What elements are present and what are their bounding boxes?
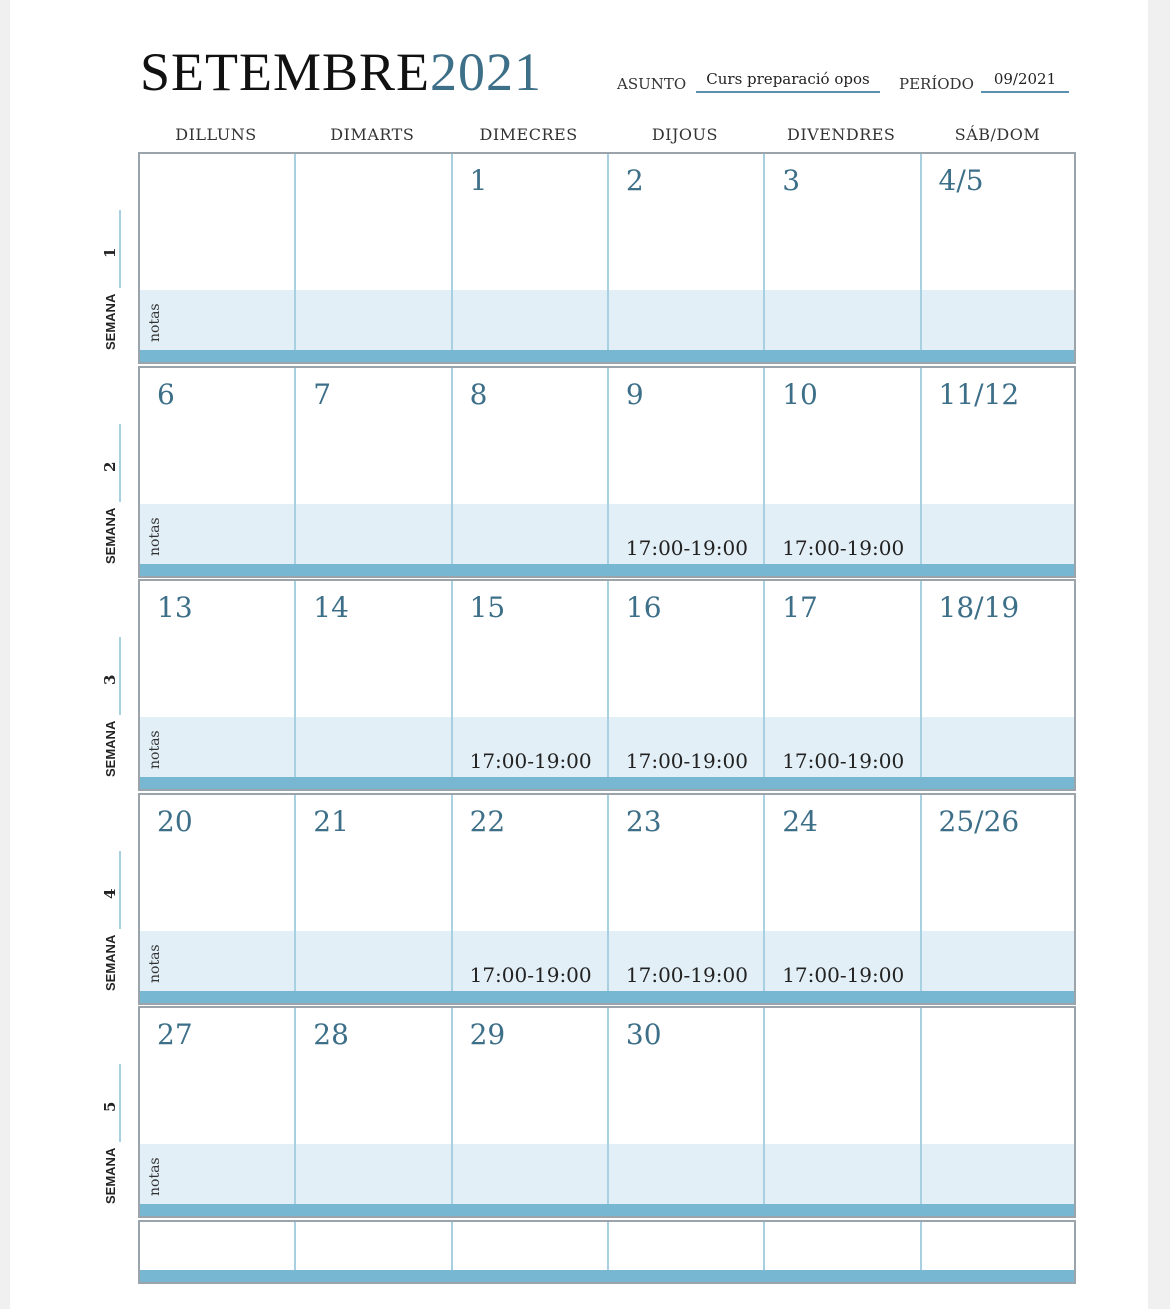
day-cell[interactable]: [765, 368, 921, 564]
day-number: 6: [157, 378, 175, 411]
time-slot: 17:00-19:00: [782, 963, 905, 987]
week-side-line: [119, 1064, 121, 1142]
week-side-line: [119, 637, 121, 715]
day-number: 21: [313, 805, 349, 838]
day-cell[interactable]: [296, 368, 452, 564]
week-number: 4: [101, 888, 119, 899]
week-number: 3: [101, 674, 119, 685]
week-row: [138, 1006, 1076, 1218]
day-number: 13: [157, 591, 193, 624]
column-divider: [763, 1222, 765, 1270]
day-cell[interactable]: [922, 154, 1078, 350]
time-slot: 17:00-19:00: [625, 963, 748, 987]
week-bottom-bar: [140, 1270, 1074, 1282]
day-number: 17: [782, 591, 818, 624]
subject-label: ASUNTO: [617, 75, 687, 93]
week-row: [138, 793, 1076, 1005]
day-cell[interactable]: [922, 368, 1078, 564]
weekday-header: DIVENDRES: [786, 125, 896, 144]
day-number: 23: [625, 805, 662, 838]
day-cell[interactable]: [453, 1008, 609, 1204]
notes-label: notas: [147, 303, 163, 342]
weekday-header: DIMECRES: [479, 125, 578, 144]
time-slot: 17:00-19:00: [625, 749, 748, 773]
day-cell[interactable]: [296, 154, 452, 350]
week-label: SEMANA: [103, 293, 118, 350]
period-field[interactable]: 09/2021: [981, 70, 1069, 93]
day-cell[interactable]: [765, 581, 921, 777]
day-number: 14: [313, 591, 349, 624]
day-cell[interactable]: [765, 154, 921, 350]
notes-label: notas: [147, 944, 163, 983]
day-number: 1: [469, 164, 488, 197]
time-slot: 17:00-19:00: [782, 749, 905, 773]
day-cell[interactable]: [765, 795, 921, 991]
day-number: 27: [157, 1018, 193, 1051]
column-divider: [920, 1222, 922, 1270]
week-bottom-bar: [140, 991, 1074, 1003]
week-row: [138, 579, 1076, 791]
time-slot: 17:00-19:00: [469, 963, 592, 987]
time-slot: 17:00-19:00: [625, 536, 748, 560]
subject-field[interactable]: Curs preparació opos: [696, 70, 880, 93]
day-number: 28: [313, 1018, 349, 1051]
week-bottom-bar: [140, 777, 1074, 789]
title-year: 2021: [430, 42, 543, 102]
day-cell[interactable]: [765, 1008, 921, 1204]
day-cell[interactable]: [140, 368, 296, 564]
week-side-line: [119, 851, 121, 929]
week-side-line: [119, 210, 121, 288]
day-cell[interactable]: [453, 795, 609, 991]
day-cell[interactable]: [453, 154, 609, 350]
day-number: 2: [625, 164, 644, 197]
day-cell[interactable]: [609, 368, 765, 564]
notes-label: notas: [147, 1157, 163, 1196]
week-label: SEMANA: [103, 720, 118, 777]
day-number: 20: [157, 805, 193, 838]
day-number: 3: [782, 164, 801, 197]
week-label: SEMANA: [103, 1147, 118, 1204]
week-label: SEMANA: [103, 507, 118, 564]
day-number: 8: [469, 378, 488, 411]
day-cell[interactable]: [609, 154, 765, 350]
day-number: 9: [625, 378, 644, 411]
day-cell[interactable]: [140, 581, 296, 777]
day-cell[interactable]: [922, 1008, 1078, 1204]
day-cell[interactable]: [922, 581, 1078, 777]
day-cell[interactable]: [609, 795, 765, 991]
time-slot: 17:00-19:00: [782, 536, 905, 560]
day-number: 16: [625, 591, 662, 624]
page-title: [140, 40, 542, 104]
time-slot: 17:00-19:00: [469, 749, 592, 773]
week-bottom-bar: [140, 350, 1074, 362]
week-number: 1: [101, 247, 119, 258]
day-number: 24: [782, 805, 818, 838]
week-bottom-bar: [140, 564, 1074, 576]
week-bottom-bar: [140, 1204, 1074, 1216]
day-cell[interactable]: [296, 1008, 452, 1204]
notes-label: notas: [147, 517, 163, 556]
day-cell[interactable]: [609, 581, 765, 777]
notes-label: notas: [147, 730, 163, 769]
day-number: 7: [313, 378, 332, 411]
column-divider: [607, 1222, 609, 1270]
title-month: SETEMBRE: [140, 42, 431, 102]
weekday-header: DIJOUS: [651, 125, 718, 144]
week-side-line: [119, 424, 121, 502]
day-number: 4/5: [938, 164, 984, 197]
column-divider: [294, 1222, 296, 1270]
day-number: 22: [469, 805, 506, 838]
column-divider: [451, 1222, 453, 1270]
day-cell[interactable]: [453, 368, 609, 564]
day-number: 30: [625, 1018, 662, 1051]
extra-week-row: [138, 1220, 1076, 1284]
week-number: 2: [101, 461, 119, 472]
day-number: 18/19: [938, 591, 1020, 624]
day-cell[interactable]: [296, 795, 452, 991]
day-cell[interactable]: [140, 1008, 296, 1204]
day-number: 15: [469, 591, 506, 624]
day-number: 29: [469, 1018, 506, 1051]
day-cell[interactable]: [453, 581, 609, 777]
day-cell[interactable]: [296, 581, 452, 777]
day-number: 11/12: [938, 378, 1020, 411]
week-label: SEMANA: [103, 934, 118, 991]
week-number: 5: [101, 1101, 119, 1112]
day-cell[interactable]: [140, 795, 296, 991]
day-cell[interactable]: [922, 795, 1078, 991]
weekday-header: DIMARTS: [330, 125, 415, 144]
day-number: 25/26: [938, 805, 1020, 838]
day-cell[interactable]: [609, 1008, 765, 1204]
day-number: 10: [782, 378, 818, 411]
week-row: [138, 366, 1076, 578]
day-cell[interactable]: [140, 154, 296, 350]
weekday-header: SÁB/DOM: [954, 125, 1041, 144]
period-label: PERÍODO: [899, 75, 974, 93]
weekday-header: DILLUNS: [175, 125, 257, 144]
week-row: [138, 152, 1076, 364]
